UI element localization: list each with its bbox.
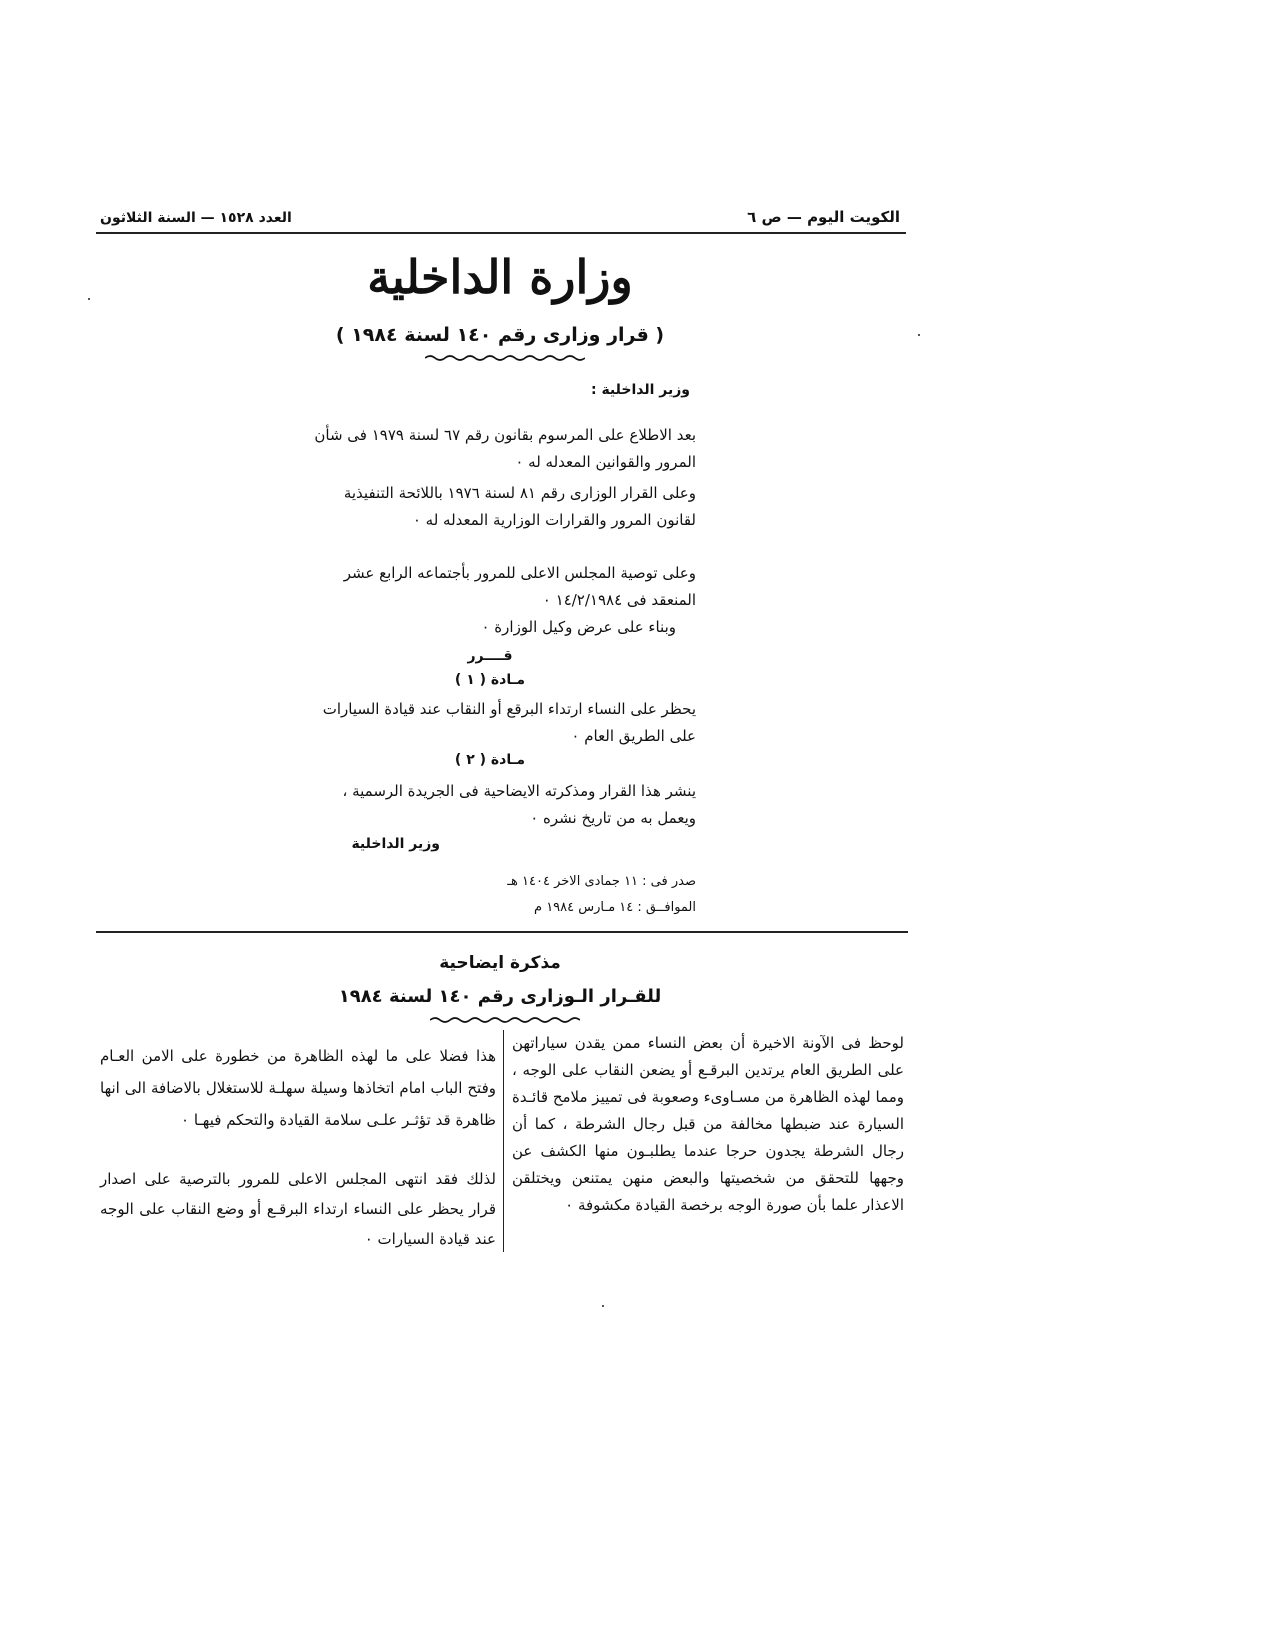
addressee: وزير الداخلية : xyxy=(590,382,690,398)
issue-year-label: العدد ١٥٢٨ — السنة الثلاثون xyxy=(100,210,292,226)
issue-date-gregorian: الموافــق : ١٤ مـارس ١٩٨٤ م xyxy=(534,900,696,915)
article-1-heading: مـادة ( ١ ) xyxy=(454,672,526,688)
scan-speck xyxy=(918,334,920,336)
column-divider xyxy=(503,1030,504,1252)
article-2-heading: مـادة ( ٢ ) xyxy=(454,752,526,768)
memo-title: مذكرة ايضاحية xyxy=(439,953,561,973)
recital-1: بعد الاطلاع على المرسوم بقانون رقم ٦٧ لسنة ١٩٧٩ فى شأن المرور والقوانين المعدله له ٠ xyxy=(314,426,696,471)
article-2-text: ينشر هذا القرار ومذكرته الايضاحية فى الجريدة الرسمية ، ويعمل به من تاريخ نشره ٠ xyxy=(342,782,696,827)
title-wavy-underline xyxy=(425,354,585,362)
memo-left-column-paragraph-2: لذلك فقد انتهى المجلس الاعلى للمرور بالترصية على اصدار قرار يحظر على النساء ارتداء البرقـع أو وضع النقاب على الوجه عند قيادة السيارات ٠ xyxy=(100,1170,496,1248)
memo-subtitle: للقـرار الـوزارى رقم ١٤٠ لسنة ١٩٨٤ xyxy=(338,986,662,1007)
minister-signature: وزير الداخلية xyxy=(351,836,440,852)
article-1-text: يحظر على النساء ارتداء البرقع أو النقاب عند قيادة السيارات على الطريق العام ٠ xyxy=(322,700,696,745)
ministry-title: وزارة الداخلية xyxy=(367,250,633,304)
decides-label: قــــرر xyxy=(467,648,513,664)
recital-2: وعلى القرار الوزارى رقم ٨١ لسنة ١٩٧٦ باللائحة التنفيذية لقانون المرور والقرارات الوزارية المعدله له ٠ xyxy=(343,484,696,529)
running-header xyxy=(100,208,900,232)
scan-speck xyxy=(88,298,90,300)
decision-title: ( قرار وزارى رقم ١٤٠ لسنة ١٩٨٤ ) xyxy=(335,324,665,346)
recital-3: وعلى توصية المجلس الاعلى للمرور بأجتماعه الرابع عشر المنعقد فى ١٤/٢/١٩٨٤ ٠ xyxy=(343,564,696,609)
recital-4: وبناء على عرض وكيل الوزارة ٠ xyxy=(481,618,676,636)
memo-left-column-paragraph-1: هذا فضلا على ما لهذه الظاهرة من خطورة على الامن العـام وفتح الباب امام اتخاذها وسيلة سهلـة للاستغلال بالاضافة الى انها ظاهرة قد تؤثـر علـى سلامة القيادة والتحكم فيهـا ٠ xyxy=(100,1047,496,1129)
header-rule xyxy=(96,232,906,234)
publication-page-label: الكويت اليوم — ص ٦ xyxy=(747,208,900,226)
memo-wavy-underline xyxy=(430,1016,580,1024)
issue-date-hijri: صدر فى : ١١ جمادى الاخر ١٤٠٤ هـ xyxy=(507,874,696,889)
scan-speck xyxy=(602,1305,604,1307)
memo-right-column: لوحظ فى الآونة الاخيرة أن بعض النساء ممن يقدن سياراتهن على الطريق العام يرتدين البرقـع أو يضعن النقاب على الوجه ، ومما لهذه الظاهرة من مسـاوىء وصعوبة فى تمييز ملامح قائـدة السيارة عند ضبطها مخالفة من قبل رجال الشرطة ، كما أن رجال الشرطة يجدون حرجا عندما يطلبـون منها الكشف عن وجهها للتحقق من شخصيتها والبعض منهن يمتنعن ويختلقن الاعذار علما بأن صورة الوجه برخصة القيادة مكشوفة ٠ xyxy=(512,1034,904,1214)
section-rule xyxy=(96,931,908,933)
